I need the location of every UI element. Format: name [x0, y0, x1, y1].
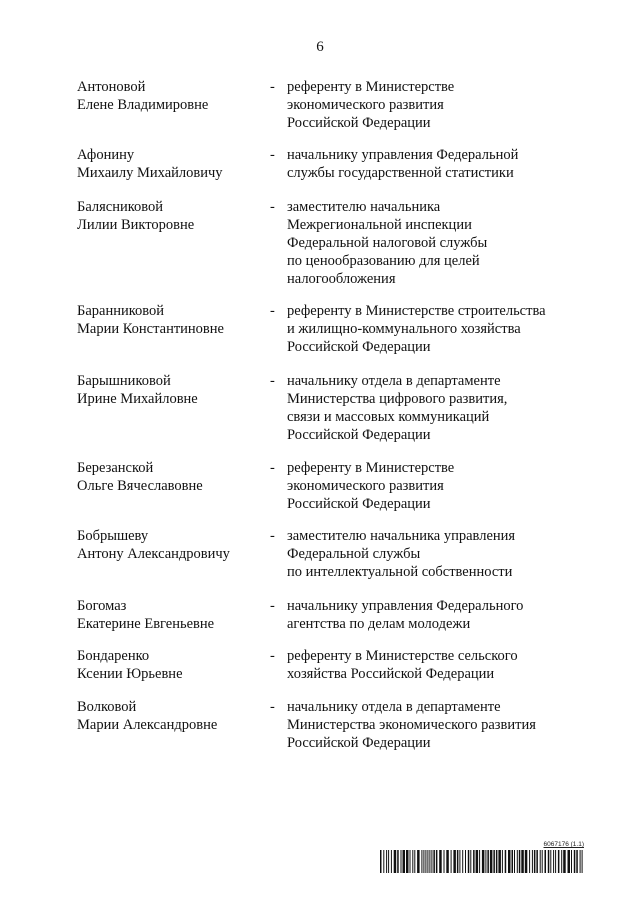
person-name-line: Ирине Михайловне: [77, 391, 198, 407]
position-title: [287, 146, 587, 182]
position-title: [287, 302, 587, 356]
position-title-line: начальнику управления Федерального: [287, 598, 524, 614]
person-name: [77, 597, 262, 633]
dash-separator: -: [270, 598, 275, 614]
person-name-line: Михаилу Михайловичу: [77, 165, 223, 181]
person-name-line: Баранниковой: [77, 303, 165, 319]
position-title: [287, 78, 587, 132]
person-name-line: Ольге Вячеславовне: [77, 478, 203, 494]
barcode-icon: [380, 850, 584, 873]
person-name-line: Марии Александровне: [77, 717, 218, 733]
position-title-line: Российской Федерации: [287, 115, 431, 131]
position-title: [287, 597, 587, 633]
dash-separator: -: [270, 303, 275, 319]
position-title-line: референту в Министерстве сельского: [287, 648, 518, 664]
person-name: [77, 198, 262, 234]
person-name-line: Марии Константиновне: [77, 321, 224, 337]
position-title-line: службы государственной статистики: [287, 165, 514, 181]
person-name-line: Ксении Юрьевне: [77, 666, 183, 682]
person-name-line: Бобрышеву: [77, 528, 149, 544]
person-name-line: Барышниковой: [77, 373, 171, 389]
person-name-line: Бондаренко: [77, 648, 150, 664]
page-number: 6: [316, 39, 324, 55]
person-name: [77, 372, 262, 408]
position-title-line: заместителю начальника: [287, 199, 441, 215]
person-name-line: Афонину: [77, 147, 135, 163]
position-title-line: Российской Федерации: [287, 427, 431, 443]
position-title-line: начальнику отдела в департаменте: [287, 699, 501, 715]
position-title: [287, 527, 587, 581]
position-title-line: Российской Федерации: [287, 735, 431, 751]
person-name: [77, 146, 262, 182]
position-title: [287, 198, 587, 288]
position-title-line: референту в Министерстве строительства: [287, 303, 546, 319]
position-title-line: экономического развития: [287, 478, 444, 494]
position-title-line: начальнику управления Федеральной: [287, 147, 519, 163]
position-title-line: Федеральной налоговой службы: [287, 235, 488, 251]
position-title-line: референту в Министерстве: [287, 79, 455, 95]
position-title-line: налогообложения: [287, 271, 396, 287]
position-title: [287, 698, 587, 752]
person-name: [77, 527, 262, 563]
position-title-line: и жилищно-коммунального хозяйства: [287, 321, 521, 337]
document-stamp: [380, 841, 584, 873]
position-title-line: по ценообразованию для целей: [287, 253, 480, 269]
position-title: [287, 459, 587, 513]
position-title-line: связи и массовых коммуникаций: [287, 409, 490, 425]
position-title-line: заместителю начальника управления: [287, 528, 516, 544]
position-title-line: Российской Федерации: [287, 339, 431, 355]
position-title-line: агентства по делам молодежи: [287, 616, 471, 632]
person-name: [77, 698, 262, 734]
document-code: 6067176 (1.1): [543, 841, 584, 848]
person-name: [77, 78, 262, 114]
position-title-line: экономического развития: [287, 97, 444, 113]
position-title: [287, 372, 587, 444]
position-title-line: Министерства цифрового развития,: [287, 391, 508, 407]
person-name-line: Волковой: [77, 699, 137, 715]
person-name-line: Лилии Викторовне: [77, 217, 195, 233]
position-title-line: начальнику отдела в департаменте: [287, 373, 501, 389]
dash-separator: -: [270, 79, 275, 95]
position-title-line: Министерства экономического развития: [287, 717, 536, 733]
dash-separator: -: [270, 147, 275, 163]
person-name: [77, 647, 262, 683]
person-name-line: Елене Владимировне: [77, 97, 209, 113]
person-name-line: Богомаз: [77, 598, 127, 614]
person-name-line: Березанской: [77, 460, 154, 476]
person-name-line: Екатерине Евгеньевне: [77, 616, 215, 632]
person-name: [77, 302, 262, 338]
dash-separator: -: [270, 373, 275, 389]
position-title-line: Федеральной службы: [287, 546, 421, 562]
dash-separator: -: [270, 648, 275, 664]
position-title-line: хозяйства Российской Федерации: [287, 666, 495, 682]
person-name: [77, 459, 262, 495]
dash-separator: -: [270, 460, 275, 476]
position-title: [287, 647, 587, 683]
dash-separator: -: [270, 199, 275, 215]
dash-separator: -: [270, 699, 275, 715]
person-name-line: Антону Александровичу: [77, 546, 230, 562]
position-title-line: Российской Федерации: [287, 496, 431, 512]
person-name-line: Балясниковой: [77, 199, 164, 215]
dash-separator: -: [270, 528, 275, 544]
position-title-line: референту в Министерстве: [287, 460, 455, 476]
position-title-line: Межрегиональной инспекции: [287, 217, 472, 233]
position-title-line: по интеллектуальной собственности: [287, 564, 513, 580]
person-name-line: Антоновой: [77, 79, 146, 95]
